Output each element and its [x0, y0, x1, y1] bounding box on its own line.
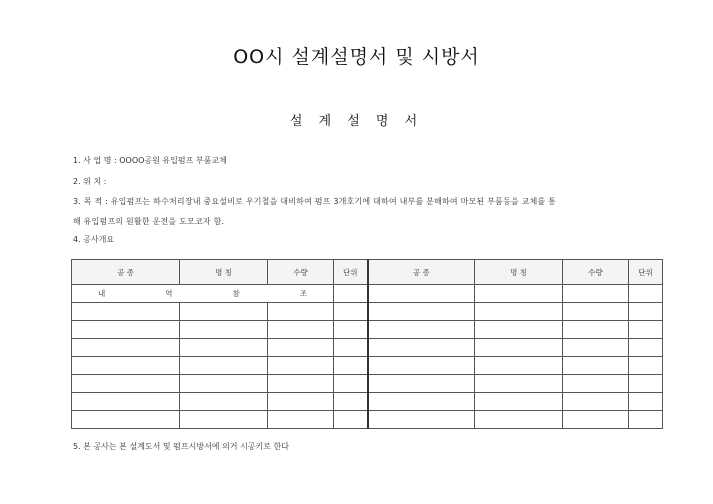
table-cell — [72, 375, 180, 393]
table-cell — [368, 411, 475, 429]
table-cell — [334, 357, 368, 375]
table-cell — [475, 375, 563, 393]
table-row — [72, 411, 663, 429]
table-cell — [334, 303, 368, 321]
details-char-3: 참 — [232, 289, 240, 298]
table-cell — [475, 357, 563, 375]
table-cell — [475, 411, 563, 429]
table-cell — [563, 411, 629, 429]
table-cell — [368, 357, 475, 375]
table-cell — [72, 357, 180, 375]
item-location: 2. 위 치 : — [73, 177, 107, 186]
item-purpose-line2: 해 유입펌프의 원활한 운전을 도모코자 함. — [73, 217, 225, 226]
item-purpose — [73, 196, 681, 227]
item-overview-heading: 4. 공사개요 — [73, 235, 115, 244]
document-title: OO시 설계설명서 및 시방서 — [233, 46, 480, 68]
header-work-type-2: 공 종 — [368, 260, 475, 285]
table-cell — [72, 411, 180, 429]
table-cell — [563, 339, 629, 357]
table-cell — [475, 303, 563, 321]
table-cell — [563, 285, 629, 303]
table-cell — [563, 393, 629, 411]
table-cell — [368, 375, 475, 393]
table-cell — [368, 303, 475, 321]
table-cell — [563, 375, 629, 393]
table-cell — [475, 285, 563, 303]
details-char-4: 조 — [299, 289, 307, 298]
table-row — [72, 303, 663, 321]
item-construction-basis: 5. 본 공사는 본 설계도서 및 펌프시방서에 의거 시공키로 한다 — [73, 442, 289, 451]
details-char-1: 내 — [98, 289, 106, 298]
details-char-2: 역 — [165, 289, 173, 298]
table-cell — [268, 303, 334, 321]
item-purpose-line1: 3. 목 적 : 유입펌프는 하수처리장내 중요설비로 우기철을 대비하여 펌프 3개호기에 대하여 내부를 분해하여 마모된 부품등을 교체를 통 — [73, 197, 557, 206]
table-cell — [629, 357, 663, 375]
header-unit: 단위 — [334, 260, 368, 285]
table-cell — [268, 357, 334, 375]
section-title: 설 계 설 명 서 — [289, 114, 424, 129]
table-cell — [368, 393, 475, 411]
table-cell — [72, 321, 180, 339]
table-cell — [629, 285, 663, 303]
table-cell — [563, 357, 629, 375]
table-cell — [334, 375, 368, 393]
table-cell — [180, 375, 268, 393]
table-cell — [180, 393, 268, 411]
table-cell — [475, 339, 563, 357]
table-cell — [180, 303, 268, 321]
table-cell — [563, 303, 629, 321]
table-header-row — [72, 260, 663, 285]
table-cell — [268, 375, 334, 393]
table-cell — [334, 285, 368, 303]
header-name: 명 칭 — [180, 260, 268, 285]
table-row — [72, 321, 663, 339]
header-work-type: 공 종 — [72, 260, 180, 285]
table-cell — [334, 393, 368, 411]
table-cell — [180, 339, 268, 357]
table-cell — [629, 339, 663, 357]
table-cell — [334, 339, 368, 357]
table-cell — [180, 357, 268, 375]
table-row — [72, 357, 663, 375]
table-cell — [268, 393, 334, 411]
table-cell — [268, 411, 334, 429]
details-reference-cell — [72, 285, 334, 303]
table-cell — [563, 321, 629, 339]
header-quantity-2: 수량 — [563, 260, 629, 285]
table-cell — [334, 321, 368, 339]
table-cell — [629, 375, 663, 393]
table-cell — [629, 321, 663, 339]
table-cell — [268, 339, 334, 357]
table-cell — [72, 303, 180, 321]
table-cell — [475, 321, 563, 339]
table-cell — [72, 339, 180, 357]
table-cell — [72, 393, 180, 411]
table-cell — [629, 303, 663, 321]
table-row — [72, 285, 663, 303]
header-name-2: 명 칭 — [475, 260, 563, 285]
table-cell — [368, 339, 475, 357]
header-quantity: 수량 — [268, 260, 334, 285]
table-row — [72, 339, 663, 357]
table-cell — [475, 393, 563, 411]
table-cell — [268, 321, 334, 339]
work-overview-table — [71, 259, 663, 429]
table-row — [72, 375, 663, 393]
table-cell — [629, 411, 663, 429]
table-cell — [368, 285, 475, 303]
table-cell — [334, 411, 368, 429]
item-project-name: 1. 사 업 명 : OOOO공원 유입펌프 부품교체 — [73, 156, 227, 165]
table-cell — [368, 321, 475, 339]
header-unit-2: 단위 — [629, 260, 663, 285]
table-cell — [180, 321, 268, 339]
table-cell — [180, 411, 268, 429]
table-row — [72, 393, 663, 411]
table-cell — [629, 393, 663, 411]
